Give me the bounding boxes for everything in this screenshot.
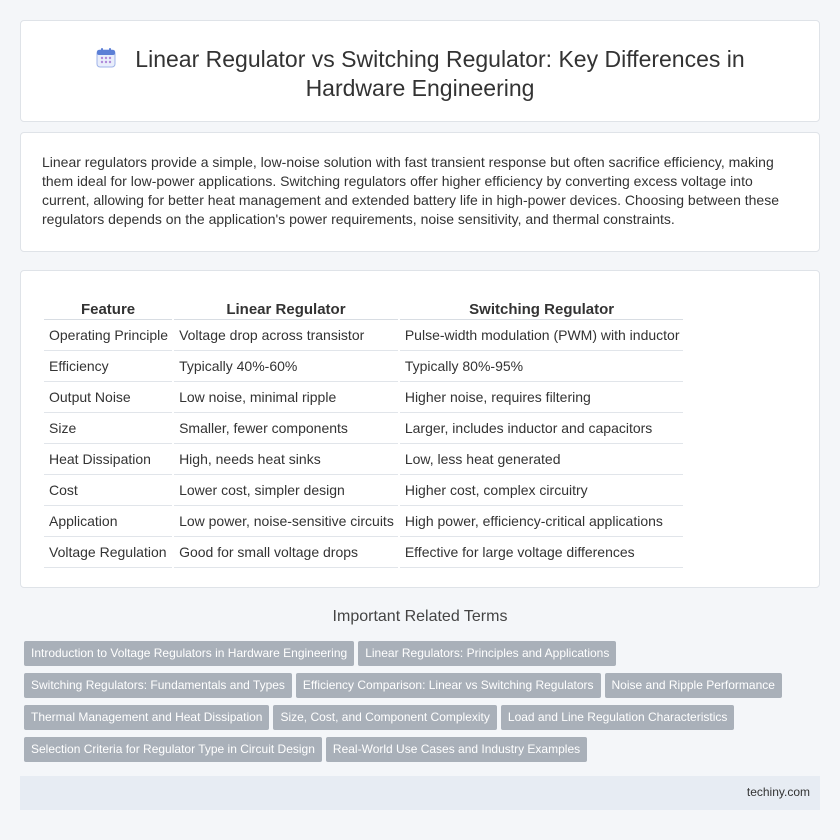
feature-cell: Voltage Regulation — [44, 537, 172, 568]
linear-cell: Low noise, minimal ripple — [174, 382, 398, 413]
linear-cell: Low power, noise-sensitive circuits — [174, 506, 398, 537]
switching-cell: Higher cost, complex circuitry — [400, 475, 684, 506]
related-terms-list — [24, 641, 824, 769]
feature-cell: Size — [44, 413, 172, 444]
linear-cell: Good for small voltage drops — [174, 537, 398, 568]
footer — [20, 776, 820, 810]
switching-cell: Higher noise, requires filtering — [400, 382, 684, 413]
tag-row — [24, 673, 824, 705]
feature-cell: Efficiency — [44, 351, 172, 382]
related-term-tag[interactable]: Selection Criteria for Regulator Type in Circuit Design — [24, 737, 322, 762]
feature-cell: Cost — [44, 475, 172, 506]
intro-card — [20, 132, 820, 252]
feature-cell: Application — [44, 506, 172, 537]
switching-cell: Low, less heat generated — [400, 444, 684, 475]
footer-site-name[interactable]: techiny.com — [746, 785, 810, 799]
linear-cell: Typically 40%-60% — [174, 351, 398, 382]
switching-cell: Larger, includes inductor and capacitors — [400, 413, 684, 444]
title-line-2: Hardware Engineering — [305, 75, 535, 101]
tag-row — [24, 737, 824, 769]
feature-cell: Heat Dissipation — [44, 444, 172, 475]
related-term-tag[interactable]: Real-World Use Cases and Industry Examples — [326, 737, 587, 762]
calendar-icon — [95, 47, 117, 69]
feature-cell: Output Noise — [44, 382, 172, 413]
related-term-tag[interactable]: Thermal Management and Heat Dissipation — [24, 705, 269, 730]
related-term-tag[interactable]: Efficiency Comparison: Linear vs Switching Regulators — [296, 673, 601, 698]
table-row — [44, 320, 683, 351]
column-header: Linear Regulator — [174, 295, 398, 320]
related-term-tag[interactable]: Switching Regulators: Fundamentals and Types — [24, 673, 292, 698]
related-term-tag[interactable]: Introduction to Voltage Regulators in Hardware Engineering — [24, 641, 354, 666]
comparison-card — [20, 270, 820, 588]
switching-cell: Typically 80%-95% — [400, 351, 684, 382]
related-term-tag[interactable]: Load and Line Regulation Characteristics — [501, 705, 734, 730]
table-row — [44, 413, 683, 444]
linear-cell: Lower cost, simpler design — [174, 475, 398, 506]
related-term-tag[interactable]: Linear Regulators: Principles and Applications — [358, 641, 616, 666]
linear-cell: Voltage drop across transistor — [174, 320, 398, 351]
table-row — [44, 506, 683, 537]
intro-paragraph: Linear regulators provide a simple, low-noise solution with fast transient response but often sacrifice efficiency, making them ideal for low-power applications. Switching regulators offer higher efficiency by converting excess voltage into current, allowing for better heat management and extended battery life in high-power devices. Choosing between these regulators depends on the application's power requirements, noise sensitivity, and thermal constraints. — [42, 154, 780, 227]
table-header-row — [44, 295, 683, 320]
title-line-1: Linear Regulator vs Switching Regulator: Key Differences in — [135, 46, 745, 72]
comparison-table — [42, 295, 685, 568]
feature-cell: Operating Principle — [44, 320, 172, 351]
table-row — [44, 537, 683, 568]
tag-row — [24, 705, 824, 737]
column-header: Feature — [44, 295, 172, 320]
linear-cell: Smaller, fewer components — [174, 413, 398, 444]
table-row — [44, 444, 683, 475]
related-terms-title: Important Related Terms — [332, 608, 508, 625]
table-row — [44, 351, 683, 382]
switching-cell: High power, efficiency-critical applications — [400, 506, 684, 537]
switching-cell: Effective for large voltage differences — [400, 537, 684, 568]
tag-row — [24, 641, 824, 673]
linear-cell: High, needs heat sinks — [174, 444, 398, 475]
table-row — [44, 475, 683, 506]
table-row — [44, 382, 683, 413]
related-term-tag[interactable]: Noise and Ripple Performance — [605, 673, 782, 698]
related-term-tag[interactable]: Size, Cost, and Component Complexity — [273, 705, 496, 730]
column-header: Switching Regulator — [400, 295, 684, 320]
header-card — [20, 20, 820, 122]
page-title — [21, 45, 819, 103]
switching-cell: Pulse-width modulation (PWM) with inductor — [400, 320, 684, 351]
